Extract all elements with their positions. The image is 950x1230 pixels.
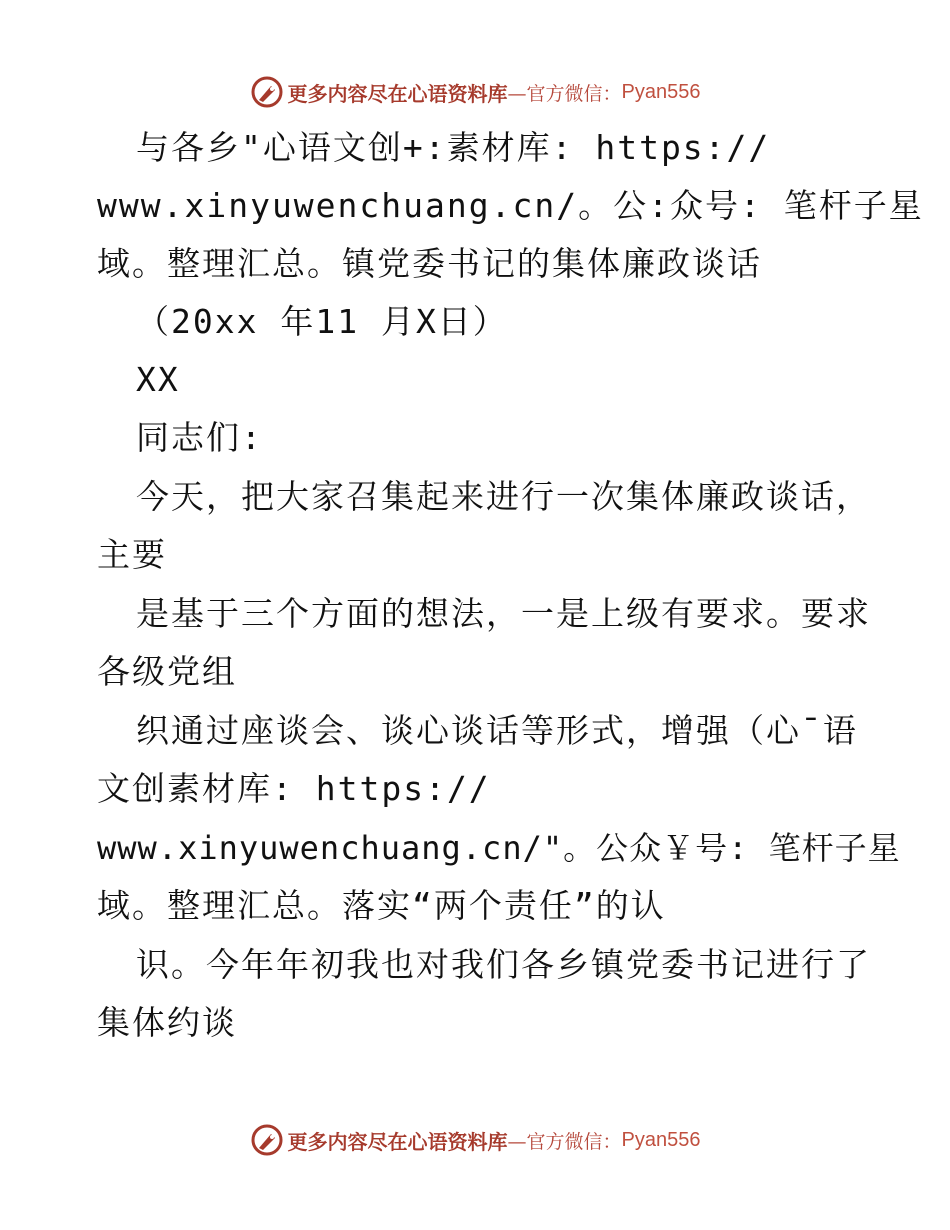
- footer-wechat-id: Pyan556: [621, 1128, 701, 1151]
- body-line: 是基于三个方面的想法，一是上级有要求。要求: [136, 594, 871, 633]
- body-line: 织通过座谈会、谈心谈话等形式，增强（心¯语: [136, 711, 858, 750]
- body-line: XX: [136, 360, 180, 399]
- footer-wechat-label: —官方微信：: [507, 1130, 622, 1153]
- body-line: 集体约谈: [97, 1003, 237, 1042]
- footer-brand-text: 更多内容尽在心语资料库: [287, 1129, 508, 1154]
- header-wechat-id: Pyan556: [621, 80, 701, 103]
- body-line: 域。整理汇总。落实“两个责任”的认: [97, 886, 666, 925]
- header-wechat-label: —官方微信：: [507, 82, 622, 105]
- body-line: www.xinyuwenchuang.cn/"。公众￥号: 笔杆子星: [97, 829, 901, 867]
- body-line: （20xx 年11 月X日）: [136, 302, 508, 341]
- body-line: 今天，把大家召集起来进行一次集体廉政谈话，: [136, 477, 871, 516]
- body-line: 各级党组: [97, 652, 237, 691]
- body-line: 域。整理汇总。镇党委书记的集体廉政谈话: [97, 244, 762, 283]
- header-brand-text: 更多内容尽在心语资料库: [287, 81, 508, 106]
- body-line: 识。今年年初我也对我们各乡镇党委书记进行了: [136, 945, 871, 984]
- body-line: 同志们:: [136, 418, 263, 457]
- body-line: 与各乡"心语文创+:素材库: https://: [136, 128, 771, 167]
- body-line: 主要: [97, 535, 167, 574]
- body-line: www.xinyuwenchuang.cn/。公:众号: 笔杆子星: [97, 186, 924, 225]
- body-line: 文创素材库: https://: [97, 769, 491, 808]
- footer-banner: [0, 1120, 950, 1160]
- pen-nib-logo-icon: [250, 1123, 284, 1157]
